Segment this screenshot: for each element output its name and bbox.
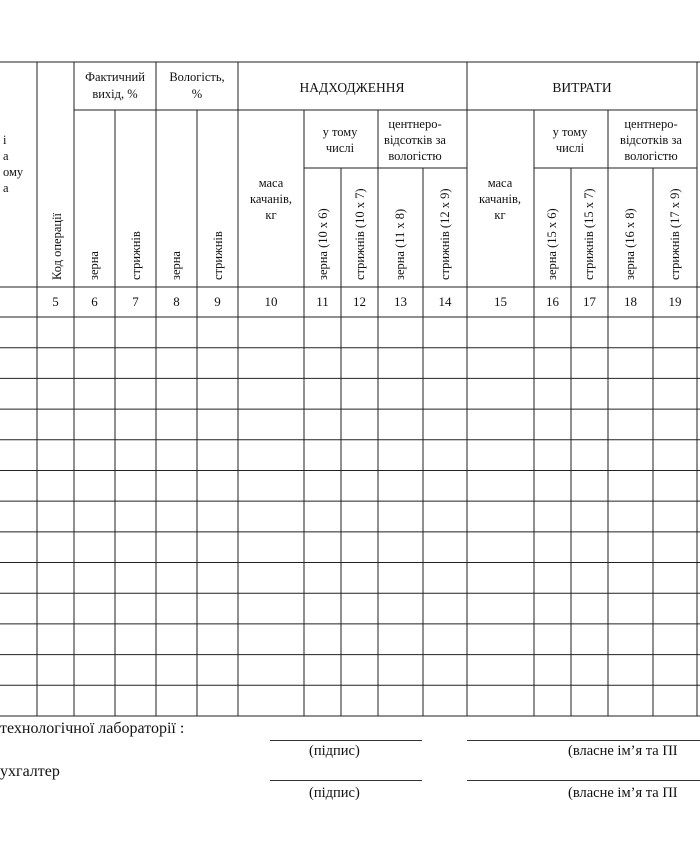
first-col-line-1: і bbox=[3, 133, 7, 147]
column-number: 11 bbox=[316, 294, 329, 309]
column-number: 14 bbox=[438, 294, 452, 309]
lab-signature-line bbox=[270, 740, 422, 741]
lab-signature-caption: (підпис) bbox=[309, 743, 360, 759]
receipts-mass-3: кг bbox=[265, 208, 277, 222]
lab-signature-label: технологічної лабораторії : bbox=[0, 720, 185, 737]
expenses-centner-1: центнеро- bbox=[624, 117, 678, 131]
receipts-cgrain-col: зерна (11 х 8) bbox=[393, 208, 407, 280]
receipts-ccobs-col: стрижнів (12 х 9) bbox=[438, 188, 452, 280]
expenses-including-1: у тому bbox=[552, 125, 588, 139]
actual-yield-header-2: вихід, % bbox=[92, 87, 138, 101]
column-number: 8 bbox=[173, 294, 180, 309]
accountant-signature-caption: (підпис) bbox=[309, 785, 360, 801]
column-number: 19 bbox=[668, 294, 682, 309]
first-col-line-4: а bbox=[3, 181, 9, 195]
column-number: 18 bbox=[624, 294, 637, 309]
receipts-centner-2: відсотків за bbox=[384, 133, 446, 147]
expenses-grain-col: зерна (15 х 6) bbox=[545, 208, 559, 280]
receipts-including-1: у тому bbox=[322, 125, 358, 139]
op-code-header: Код операції bbox=[50, 212, 64, 280]
humidity-grain-header: зерна bbox=[169, 251, 183, 280]
actual-yield-header-1: Фактичний bbox=[85, 70, 145, 84]
yield-cobs-header: стрижнів bbox=[129, 231, 143, 280]
receipts-mass-1: маса bbox=[258, 176, 284, 190]
lab-name-line bbox=[467, 740, 700, 741]
expenses-cobs-col: стрижнів (15 х 7) bbox=[582, 188, 596, 280]
expenses-header: ВИТРАТИ bbox=[552, 80, 612, 95]
receipts-centner-1: центнеро- bbox=[388, 117, 442, 131]
accountant-signature-line bbox=[270, 780, 422, 781]
accountant-name-caption: (власне ім’я та ПІ bbox=[568, 785, 678, 801]
column-number: 10 bbox=[264, 294, 278, 309]
expenses-centner-3: вологістю bbox=[624, 149, 678, 163]
receipts-grain-col: зерна (10 х 6) bbox=[316, 208, 330, 280]
humidity-header-2: % bbox=[191, 87, 203, 101]
lab-name-caption: (власне ім’я та ПІ bbox=[568, 743, 678, 759]
expenses-mass-1: маса bbox=[487, 176, 513, 190]
column-number: 12 bbox=[353, 294, 366, 309]
receipts-header: НАДХОДЖЕННЯ bbox=[299, 80, 405, 95]
receipts-centner-3: вологістю bbox=[388, 149, 442, 163]
humidity-header-1: Вологість, bbox=[169, 70, 225, 84]
column-number: 17 bbox=[583, 294, 596, 309]
expenses-mass-3: кг bbox=[494, 208, 506, 222]
receipts-including-2: числі bbox=[325, 141, 355, 155]
column-number: 5 bbox=[52, 294, 59, 309]
accountant-label: ухгалтер bbox=[0, 763, 60, 780]
accountant-name-line bbox=[467, 780, 700, 781]
receipts-mass-2: качанів, bbox=[250, 192, 292, 206]
column-number: 7 bbox=[132, 294, 139, 309]
first-col-line-3: ому bbox=[3, 165, 24, 179]
expenses-mass-2: качанів, bbox=[479, 192, 521, 206]
expenses-centner-2: відсотків за bbox=[620, 133, 682, 147]
column-number: 9 bbox=[214, 294, 221, 309]
column-number: 13 bbox=[394, 294, 407, 309]
first-col-line-2: а bbox=[3, 149, 9, 163]
expenses-cgrain-col: зерна (16 х 8) bbox=[623, 208, 637, 280]
column-number: 16 bbox=[546, 294, 559, 309]
expenses-ccobs-col: стрижнів (17 х 9) bbox=[668, 188, 682, 280]
yield-grain-header: зерна bbox=[87, 251, 101, 280]
expenses-including-2: числі bbox=[555, 141, 585, 155]
column-number: 15 bbox=[494, 294, 507, 309]
humidity-cobs-header: стрижнів bbox=[211, 231, 225, 280]
receipts-cobs-col: стрижнів (10 х 7) bbox=[353, 188, 367, 280]
column-number: 6 bbox=[91, 294, 98, 309]
